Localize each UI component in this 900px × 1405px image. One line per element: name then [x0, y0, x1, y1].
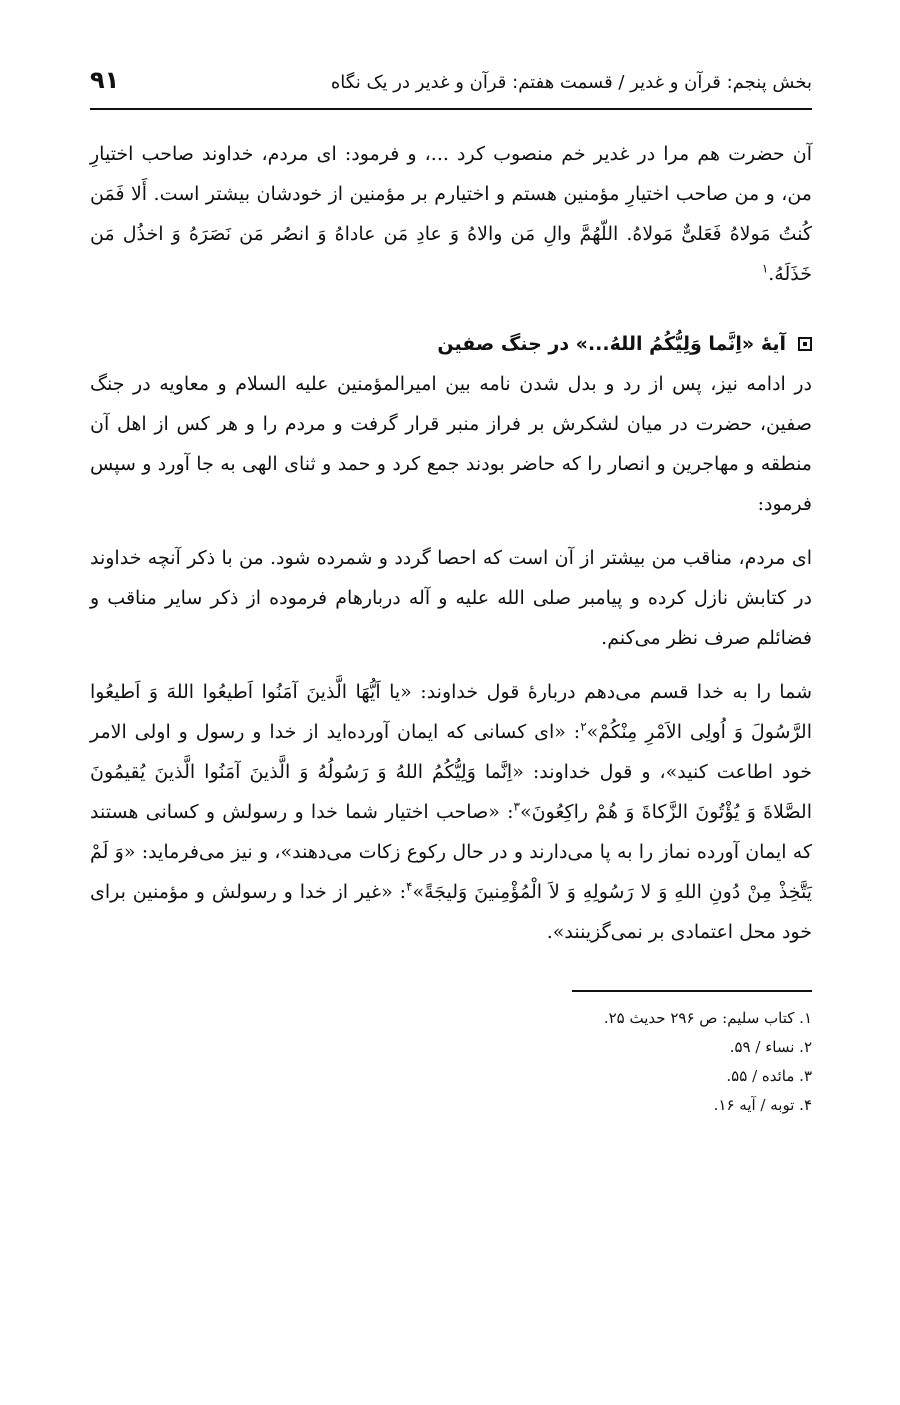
- page-number: ۹۱: [90, 66, 120, 94]
- footnote-ref-4: ۴: [406, 879, 413, 894]
- section-heading-text: آیهٔ «اِنَّما وَلِیُّکُمُ اللهُ...» در جنگ صفین: [437, 333, 786, 355]
- footnote-item: ۴. توبه / آیه ۱۶.: [713, 1096, 812, 1114]
- paragraph-ghadir-sermon: [90, 134, 812, 294]
- paragraph-verses: [90, 672, 812, 952]
- verse-text-b: : «ای کسانی که ایمان آورده‌اید از خدا و رسول و اولی الامر خود اطاعت کنید»، و قول خداوند: «اِنَّما وَلِیُّکُمُ اللهُ وَ رَسُولُهُ وَ الَّذینَ آمَنُوا الَّذینَ یُقیمُونَ الصَّلاةَ وَ یُؤْتُونَ الزَّکاةَ وَ هُمْ راکِعُونَ»: [90, 721, 812, 823]
- paragraph-text: آن حضرت هم مرا در غدیر خم منصوب کرد ...، و فرمود: ای مردم، خداوند صاحب اختیارِ من، و من صاحب اختیارِ مؤمنین هستم و اختیارم بر مؤمنین از خودشان بیشتر است. أَلا فَمَن کُنتُ مَولاهُ فَعَلیٌّ مَولاهُ. اللّهُمَّ والِ مَن والاهُ وَ عادِ مَن عاداهُ وَ انصُر مَن نَصَرَهُ وَ اخذُل مَن خَذَلَهُ.: [90, 143, 812, 285]
- footnote-ref-2: ۲: [580, 719, 587, 734]
- footnote-ref-3: ۳: [513, 799, 520, 814]
- paragraph-merits: ای مردم، مناقب من بیشتر از آن است که احصا گردد و شمرده شود. من با ذکر آنچه خداوند در کتابش نازل کرده و پیامبر صلی الله علیه و آله دربارهام فرموده از ذکر سایر مناقب و فضائلم صرف نظر می‌کنم.: [90, 547, 812, 649]
- book-page: [90, 60, 812, 1120]
- footnote-item: ۱. کتاب سلیم: ص ۲۹۶ حدیث ۲۵.: [603, 1009, 812, 1027]
- section-heading: [90, 324, 812, 364]
- footnote-divider: [572, 990, 812, 992]
- footnotes: [90, 1004, 812, 1120]
- verse-text-c: : «صاحب اختیار شما خدا و رسولش و کسانی هستند که ایمان آورده نماز را به پا می‌دارند و در حال رکوع زکات می‌دهند»، و نیز می‌فرماید: «وَ لَمْ یَتَّخِذْ مِنْ دُونِ اللهِ وَ لا رَسُولِهِ وَ لاَ الْمُؤْمِنینَ وَلیجَةً»: [90, 801, 812, 903]
- page-header: [90, 60, 812, 110]
- paragraph-siffin-intro: در ادامه نیز، پس از رد و بدل شدن نامه بین امیرالمؤمنین علیه السلام و معاویه در جنگ صفین، حضرت در میان لشکرش بر فراز منبر قرار گرفت و مردم را و هر کس از اهل آن منطقه و مهاجرین و انصار را که حاضر بودند جمع کرد و حمد و ثنای الهی به جا آورد و سپس فرمود:: [90, 373, 812, 515]
- footnote-ref-1: ۱: [761, 261, 769, 276]
- verse-text-a: شما را به خدا قسم می‌دهم دربارهٔ قول خداوند: «یا اَیُّهَا الَّذینَ آمَنُوا اَطیعُوا اللهَ وَ اَطیعُوا الرَّسُولَ وَ اُولِی الاَمْرِ مِنْکُمْ»: [90, 681, 812, 743]
- running-title: بخش پنجم: قرآن و غدیر / قسمت هفتم: قرآن و غدیر در یک نگاه: [330, 72, 812, 93]
- footnote-item: ۲. نساء / ۵۹.: [729, 1038, 812, 1056]
- verse-text-d: : «غیر از خدا و رسولش و مؤمنین برای خود محل اعتمادی بر نمی‌گزینند».: [90, 881, 812, 943]
- footnote-item: ۳. مائده / ۵۵.: [726, 1067, 812, 1085]
- square-bullet-icon: [798, 337, 812, 351]
